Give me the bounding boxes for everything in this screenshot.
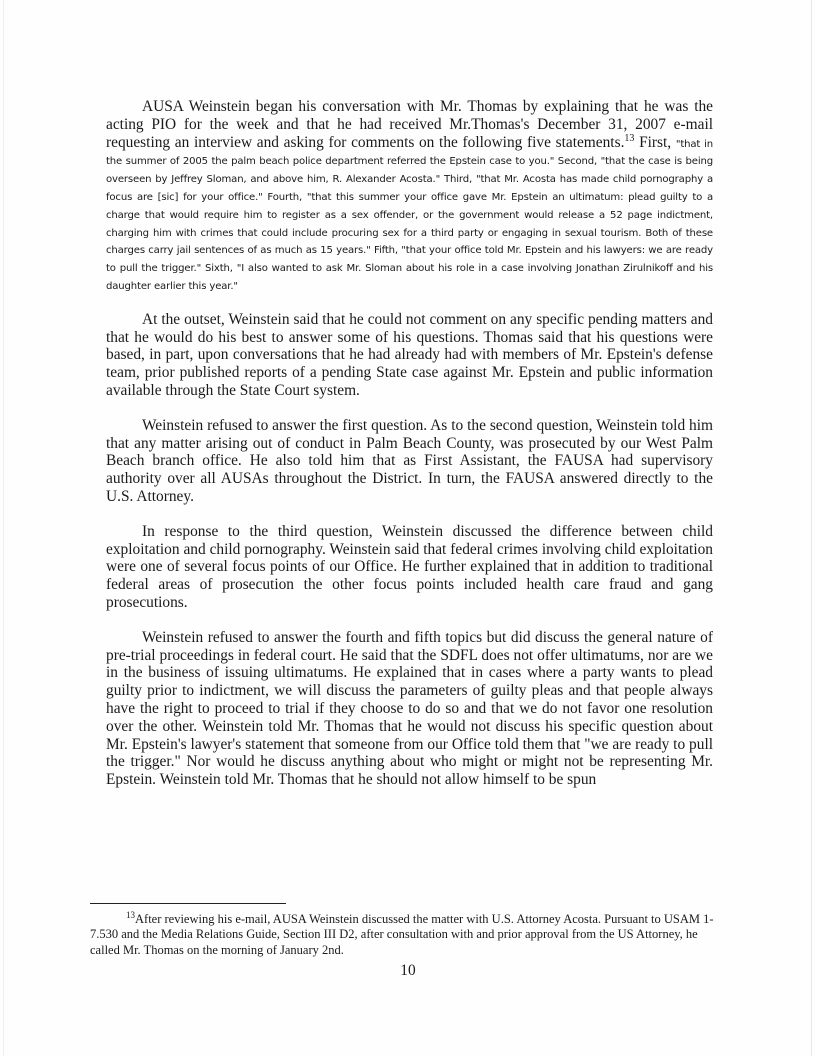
footnote-number: 13 — [126, 909, 135, 920]
paragraph-1-text: AUSA Weinstein began his conversation with Mr. Thomas by explaining that he was the acting PIO for the week and that he had received Mr.Thomas's December 31, 2007 e-mail requesting an interview and asking for comments on the following five statements. — [106, 98, 713, 151]
footnote-divider — [90, 903, 286, 904]
page-number: 10 — [400, 962, 416, 979]
footnote-text: After reviewing his e-mail, AUSA Weinstein discussed the matter with U.S. Attorney Acosta. Pursuant to USAM 1-7.530 and the Media Relations Guide, Section III D2, after consultation with and prior approval from the US Attorney, he called Mr. Thomas on the morning of January 2nd. — [90, 912, 714, 957]
paragraph-4: In response to the third question, Weinstein discussed the difference between child exploitation and child pornography. Weinstein said that federal crimes involving child exploitation were one of several focus points of our Office. He further explained that in addition to traditional federal areas of prosecution the other focus points included health care fraud and gang prosecutions. — [106, 522, 713, 611]
quoted-statements: "that in the summer of 2005 the palm beach police department referred the Epstein case to you." Second, "that the case is being overseen by Jeffrey Sloman, and above him, R. Alexander Acosta." Third, "that Mr. Acosta has made child pornography a focus are [sic] for your office." Fourth, "that this summer your office gave Mr. Epstein an ultimatum: plead guilty to a charge that would require him to register as a sex offender, or the government would release a 52 page indictment, charging him with crimes that could include procuring sex for a third party or engaging in sexual tourism. Both of these charges carry jail sentences of as much as 15 years." Fifth, "that your office told Mr. Epstein and his lawyers: we are ready to pull the trigger." Sixth, "I also wanted to ask Mr. Sloman about his role in a case involving Jonathan Zirulnikoff and his daughter earlier this year." — [106, 138, 713, 292]
paragraph-1-text-cont: First, — [634, 133, 676, 151]
paragraph-1 — [106, 98, 713, 294]
paragraph-3: Weinstein refused to answer the first question. As to the second question, Weinstein told him that any matter arising out of conduct in Palm Beach County, was prosecuted by our West Palm Beach branch office. He also told him that as First Assistant, the FAUSA had supervisory authority over all AUSAs throughout the District. In turn, the FAUSA answered directly to the U.S. Attorney. — [106, 416, 713, 505]
footnote — [90, 909, 715, 958]
footnote-reference: 13 — [624, 132, 635, 144]
paragraph-5: Weinstein refused to answer the fourth and fifth topics but did discuss the general nature of pre-trial proceedings in federal court. He said that the SDFL does not offer ultimatums, nor are we in the business of issuing ultimatums. He explained that in cases where a party wants to plead guilty prior to indictment, we will discuss the parameters of guilty pleas and that people always have the right to proceed to trial if they choose to do so and that we do not favor one resolution over the other. Weinstein told Mr. Thomas that he would not discuss his specific question about Mr. Epstein's lawyer's statement that someone from our Office told them that "we are ready to pull the trigger." Nor would he discuss anything about who might or might not be representing Mr. Epstein. Weinstein told Mr. Thomas that he should not allow himself to be spun — [106, 628, 713, 789]
scan-edge-right — [811, 0, 812, 1056]
scan-edge-left — [3, 0, 4, 1056]
body-text — [106, 98, 713, 806]
paragraph-2: At the outset, Weinstein said that he could not comment on any specific pending matters and that he would do his best to answer some of his questions. Thomas said that his questions were based, in part, upon conversations that he had already had with members of Mr. Epstein's defense team, prior published reports of a pending State case against Mr. Epstein and public information available through the State Court system. — [106, 310, 713, 399]
